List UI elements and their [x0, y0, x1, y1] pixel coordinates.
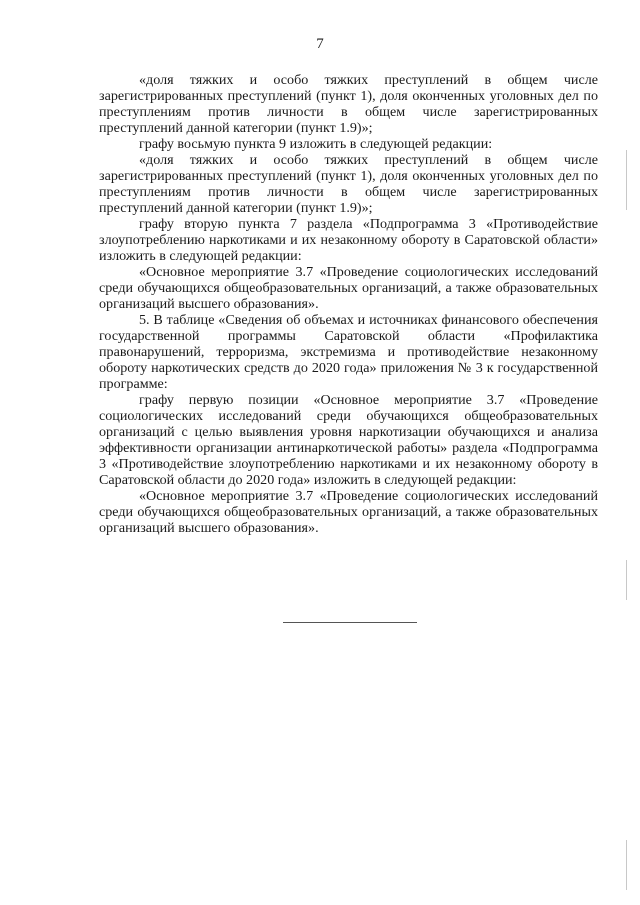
- page-number: 7: [316, 36, 324, 52]
- paragraph-7: графу первую позиции «Основное мероприятие 3.7 «Проведение социологических исследований среди обучающихся общеобразовательных организаций с целью выявления уровня наркотизации обучающихся и анализа эффективности организации антинаркотической работы» раздела «Подпрограмма 3 «Противодействие злоупотреблению наркотиками и их незаконному обороту в Саратовской области до 2020 года» изложить в следующей редакции:: [99, 392, 598, 488]
- paragraph-4: графу вторую пункта 7 раздела «Подпрограмма 3 «Противодействие злоупотреблению наркотиками и их незаконному обороту в Саратовской области» изложить в следующей редакции:: [99, 216, 598, 264]
- scan-edge-mark: [626, 560, 627, 600]
- document-body: [99, 72, 598, 536]
- closing-rule: [283, 622, 417, 623]
- paragraph-3: «доля тяжких и особо тяжких преступлений в общем числе зарегистрированных преступлений (пункт 1), доля оконченных уголовных дел по преступлениям против личности в общем числе зарегистрированных преступлений данной категории (пункт 1.9)»;: [99, 152, 598, 216]
- scan-edge-mark: [626, 840, 627, 890]
- paragraph-8: «Основное мероприятие 3.7 «Проведение социологических исследований среди обучающихся общеобразовательных организаций, а также образовательных организаций высшего образования».: [99, 488, 598, 536]
- scan-edge-mark: [626, 150, 627, 210]
- paragraph-2: графу восьмую пункта 9 изложить в следующей редакции:: [139, 136, 493, 152]
- paragraph-6: 5. В таблице «Сведения об объемах и источниках финансового обеспечения государственной программы Саратовской области «Профилактика правонарушений, терроризма, экстремизма и противодействие незаконному обороту наркотических средств до 2020 года» приложения № 3 к государственной программе:: [99, 312, 598, 392]
- paragraph-5: «Основное мероприятие 3.7 «Проведение социологических исследований среди обучающихся общеобразовательных организаций, а также образовательных организаций высшего образования».: [99, 264, 598, 312]
- paragraph-1: «доля тяжких и особо тяжких преступлений в общем числе зарегистрированных преступлений (пункт 1), доля оконченных уголовных дел по преступлениям против личности в общем числе зарегистрированных преступлений данной категории (пункт 1.9)»;: [99, 72, 598, 136]
